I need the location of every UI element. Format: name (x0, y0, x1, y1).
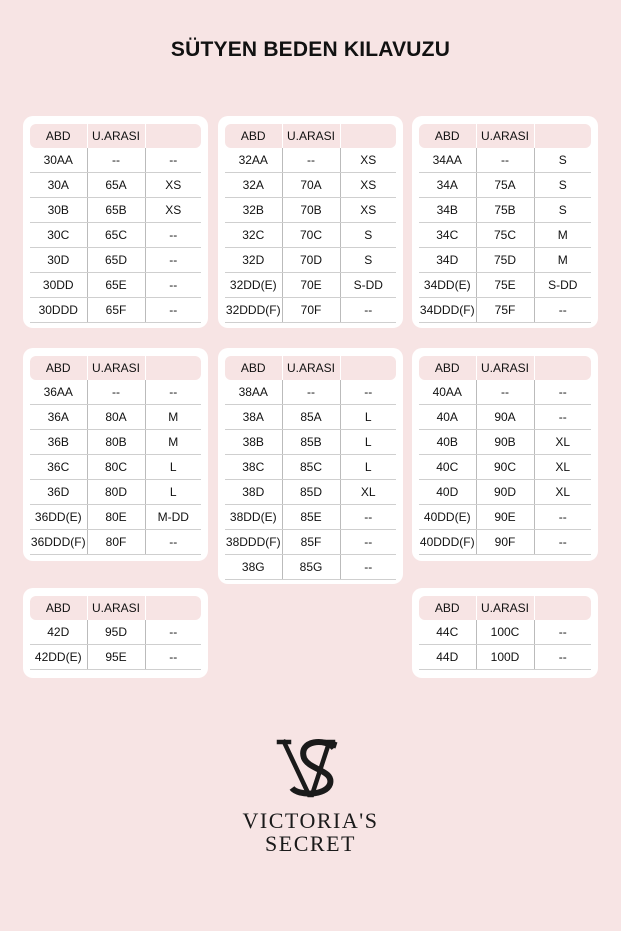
cell-underbust: -- (87, 380, 145, 405)
table-row (30, 173, 201, 198)
cell-underbust: 85D (282, 480, 340, 505)
header-underbust: U.ARASI (87, 596, 145, 620)
cell-underbust: 100C (476, 620, 534, 645)
cell-size: -- (145, 248, 201, 273)
cell-underbust: 85B (282, 430, 340, 455)
table-row (419, 455, 591, 480)
cell-size: -- (340, 555, 396, 580)
table-header-row (30, 596, 201, 620)
cell-underbust: 65E (87, 273, 145, 298)
cell-us-size: 38DDD(F) (225, 530, 282, 555)
cell-us-size: 30B (30, 198, 87, 223)
cell-us-size: 36DD(E) (30, 505, 87, 530)
cell-underbust: 70E (282, 273, 340, 298)
cell-size: -- (534, 530, 591, 555)
table-row (225, 380, 396, 405)
cell-us-size: 34B (419, 198, 476, 223)
cell-size: S (340, 248, 396, 273)
cell-size: -- (145, 298, 201, 323)
table-row (225, 148, 396, 173)
cell-underbust: 65A (87, 173, 145, 198)
table-row (419, 480, 591, 505)
cell-size: L (145, 480, 201, 505)
header-underbust: U.ARASI (87, 124, 145, 148)
header-underbust: U.ARASI (476, 124, 534, 148)
cell-size: XS (340, 148, 396, 173)
vs-monogram-logo (0, 736, 621, 805)
cell-size: -- (534, 298, 591, 323)
cell-underbust: 80E (87, 505, 145, 530)
table-row (225, 530, 396, 555)
size-table (419, 356, 591, 555)
cell-underbust: 70F (282, 298, 340, 323)
table-row (225, 223, 396, 248)
cell-us-size: 34C (419, 223, 476, 248)
cell-underbust: 65D (87, 248, 145, 273)
cell-us-size: 38AA (225, 380, 282, 405)
cell-underbust: 90D (476, 480, 534, 505)
cell-size: -- (145, 620, 201, 645)
table-row (30, 620, 201, 645)
cell-us-size: 40B (419, 430, 476, 455)
cell-size: S (534, 148, 591, 173)
cell-us-size: 36D (30, 480, 87, 505)
header-us-size: ABD (225, 124, 282, 148)
cell-size: XL (340, 480, 396, 505)
cell-underbust: 95D (87, 620, 145, 645)
cell-underbust: 75C (476, 223, 534, 248)
size-table-40 (412, 348, 598, 561)
table-row (225, 455, 396, 480)
cell-us-size: 32C (225, 223, 282, 248)
cell-size: M (145, 430, 201, 455)
cell-size: -- (340, 298, 396, 323)
table-row (30, 480, 201, 505)
cell-size: S-DD (534, 273, 591, 298)
header-size (145, 596, 201, 620)
size-table-32 (218, 116, 403, 328)
cell-size: XS (145, 173, 201, 198)
cell-size: XL (534, 480, 591, 505)
table-row (419, 620, 591, 645)
cell-underbust: 85C (282, 455, 340, 480)
cell-size: S (340, 223, 396, 248)
cell-us-size: 44D (419, 645, 476, 670)
cell-size: S-DD (340, 273, 396, 298)
cell-us-size: 30D (30, 248, 87, 273)
cell-us-size: 40D (419, 480, 476, 505)
table-row (419, 645, 591, 670)
header-underbust: U.ARASI (87, 356, 145, 380)
header-us-size: ABD (30, 596, 87, 620)
cell-underbust: 70C (282, 223, 340, 248)
header-underbust: U.ARASI (476, 356, 534, 380)
cell-underbust: -- (476, 380, 534, 405)
cell-size: -- (534, 380, 591, 405)
table-row (225, 505, 396, 530)
cell-underbust: 70D (282, 248, 340, 273)
header-size (534, 596, 591, 620)
size-table-36 (23, 348, 208, 561)
cell-size: L (340, 455, 396, 480)
cell-underbust: 75E (476, 273, 534, 298)
table-row (225, 198, 396, 223)
table-header-row (419, 596, 591, 620)
table-row (30, 148, 201, 173)
table-row (225, 273, 396, 298)
size-table (30, 356, 201, 555)
cell-size: -- (340, 380, 396, 405)
cell-size: -- (534, 505, 591, 530)
cell-us-size: 30C (30, 223, 87, 248)
cell-us-size: 42D (30, 620, 87, 645)
cell-us-size: 30DDD (30, 298, 87, 323)
cell-us-size: 34A (419, 173, 476, 198)
cell-us-size: 40AA (419, 380, 476, 405)
cell-us-size: 38G (225, 555, 282, 580)
size-table-34 (412, 116, 598, 328)
size-table-30 (23, 116, 208, 328)
cell-size: L (340, 430, 396, 455)
cell-underbust: 75A (476, 173, 534, 198)
table-row (30, 273, 201, 298)
cell-size: S (534, 173, 591, 198)
cell-underbust: 80A (87, 405, 145, 430)
cell-underbust: 90B (476, 430, 534, 455)
table-row (419, 273, 591, 298)
table-row (419, 430, 591, 455)
header-size (145, 124, 201, 148)
cell-us-size: 32DDD(F) (225, 298, 282, 323)
size-table (30, 596, 201, 670)
cell-us-size: 34DD(E) (419, 273, 476, 298)
cell-underbust: 85E (282, 505, 340, 530)
cell-underbust: -- (476, 148, 534, 173)
cell-us-size: 36A (30, 405, 87, 430)
cell-underbust: 65C (87, 223, 145, 248)
cell-size: -- (145, 380, 201, 405)
cell-underbust: 80F (87, 530, 145, 555)
cell-size: S (534, 198, 591, 223)
cell-us-size: 40A (419, 405, 476, 430)
header-us-size: ABD (225, 356, 282, 380)
cell-size: -- (534, 620, 591, 645)
header-us-size: ABD (30, 124, 87, 148)
cell-us-size: 32DD(E) (225, 273, 282, 298)
cell-us-size: 36C (30, 455, 87, 480)
cell-us-size: 36B (30, 430, 87, 455)
cell-us-size: 40DDD(F) (419, 530, 476, 555)
cell-underbust: 85F (282, 530, 340, 555)
table-row (30, 645, 201, 670)
table-row (30, 248, 201, 273)
header-underbust: U.ARASI (282, 124, 340, 148)
table-header-row (225, 356, 396, 380)
table-row (225, 480, 396, 505)
cell-underbust: 85A (282, 405, 340, 430)
cell-us-size: 36DDD(F) (30, 530, 87, 555)
cell-underbust: 65B (87, 198, 145, 223)
cell-underbust: 65F (87, 298, 145, 323)
cell-us-size: 32AA (225, 148, 282, 173)
cell-size: M (534, 223, 591, 248)
header-underbust: U.ARASI (282, 356, 340, 380)
cell-underbust: 100D (476, 645, 534, 670)
table-row (225, 173, 396, 198)
size-table (30, 124, 201, 323)
cell-size: L (340, 405, 396, 430)
cell-size: -- (534, 405, 591, 430)
table-row (419, 530, 591, 555)
cell-us-size: 38A (225, 405, 282, 430)
brand-line-1: VICTORIA'S (242, 808, 379, 833)
cell-us-size: 42DD(E) (30, 645, 87, 670)
table-row (225, 248, 396, 273)
vs-logo-icon (276, 736, 346, 800)
cell-size: -- (534, 645, 591, 670)
table-header-row (225, 124, 396, 148)
header-size (340, 124, 396, 148)
cell-us-size: 30A (30, 173, 87, 198)
cell-size: -- (340, 505, 396, 530)
table-row (419, 405, 591, 430)
cell-us-size: 44C (419, 620, 476, 645)
cell-us-size: 40DD(E) (419, 505, 476, 530)
header-us-size: ABD (419, 596, 476, 620)
cell-underbust: 70B (282, 198, 340, 223)
cell-underbust: 80D (87, 480, 145, 505)
table-row (30, 405, 201, 430)
cell-us-size: 34D (419, 248, 476, 273)
cell-size: XS (145, 198, 201, 223)
cell-us-size: 38D (225, 480, 282, 505)
brand-line-2: SECRET (265, 831, 356, 856)
cell-size: XL (534, 455, 591, 480)
cell-underbust: -- (282, 148, 340, 173)
header-us-size: ABD (30, 356, 87, 380)
cell-us-size: 32D (225, 248, 282, 273)
header-underbust: U.ARASI (476, 596, 534, 620)
cell-us-size: 30DD (30, 273, 87, 298)
cell-underbust: 95E (87, 645, 145, 670)
table-row (30, 430, 201, 455)
table-row (225, 298, 396, 323)
table-header-row (419, 124, 591, 148)
cell-size: XS (340, 198, 396, 223)
cell-size: -- (145, 530, 201, 555)
cell-us-size: 38B (225, 430, 282, 455)
cell-underbust: -- (282, 380, 340, 405)
size-table (419, 124, 591, 323)
header-size (145, 356, 201, 380)
cell-us-size: 40C (419, 455, 476, 480)
header-size (340, 356, 396, 380)
page-title: SÜTYEN BEDEN KILAVUZU (170, 38, 451, 61)
table-row (30, 455, 201, 480)
cell-us-size: 38C (225, 455, 282, 480)
table-row (419, 198, 591, 223)
cell-size: M-DD (145, 505, 201, 530)
cell-underbust: 75F (476, 298, 534, 323)
cell-us-size: 34AA (419, 148, 476, 173)
cell-underbust: 90E (476, 505, 534, 530)
cell-size: -- (340, 530, 396, 555)
cell-us-size: 30AA (30, 148, 87, 173)
cell-us-size: 32A (225, 173, 282, 198)
cell-underbust: 90C (476, 455, 534, 480)
table-row (225, 405, 396, 430)
header-size (534, 124, 591, 148)
cell-underbust: 90F (476, 530, 534, 555)
size-table-44 (412, 588, 598, 678)
cell-underbust: 70A (282, 173, 340, 198)
cell-size: L (145, 455, 201, 480)
table-row (419, 298, 591, 323)
cell-us-size: 34DDD(F) (419, 298, 476, 323)
header-size (534, 356, 591, 380)
table-row (30, 380, 201, 405)
header-us-size: ABD (419, 124, 476, 148)
cell-size: -- (145, 273, 201, 298)
cell-underbust: 90A (476, 405, 534, 430)
table-row (30, 505, 201, 530)
table-row (30, 198, 201, 223)
table-row (30, 223, 201, 248)
cell-size: -- (145, 645, 201, 670)
cell-us-size: 32B (225, 198, 282, 223)
size-table-38 (218, 348, 403, 584)
cell-underbust: 75B (476, 198, 534, 223)
cell-us-size: 36AA (30, 380, 87, 405)
cell-underbust: -- (87, 148, 145, 173)
cell-underbust: 75D (476, 248, 534, 273)
table-row (419, 248, 591, 273)
cell-us-size: 38DD(E) (225, 505, 282, 530)
cell-size: M (145, 405, 201, 430)
table-row (30, 530, 201, 555)
table-row (419, 380, 591, 405)
table-header-row (30, 124, 201, 148)
table-row (225, 430, 396, 455)
table-row (419, 148, 591, 173)
size-table (225, 356, 396, 580)
cell-size: M (534, 248, 591, 273)
table-row (419, 505, 591, 530)
cell-underbust: 80C (87, 455, 145, 480)
table-header-row (30, 356, 201, 380)
cell-underbust: 80B (87, 430, 145, 455)
table-row (30, 298, 201, 323)
cell-size: XL (534, 430, 591, 455)
table-header-row (419, 356, 591, 380)
cell-size: -- (145, 223, 201, 248)
cell-size: XS (340, 173, 396, 198)
header-us-size: ABD (419, 356, 476, 380)
size-table (419, 596, 591, 670)
cell-size: -- (145, 148, 201, 173)
table-row (419, 223, 591, 248)
table-row (225, 555, 396, 580)
size-table (225, 124, 396, 323)
cell-underbust: 85G (282, 555, 340, 580)
size-table-42 (23, 588, 208, 678)
table-row (419, 173, 591, 198)
